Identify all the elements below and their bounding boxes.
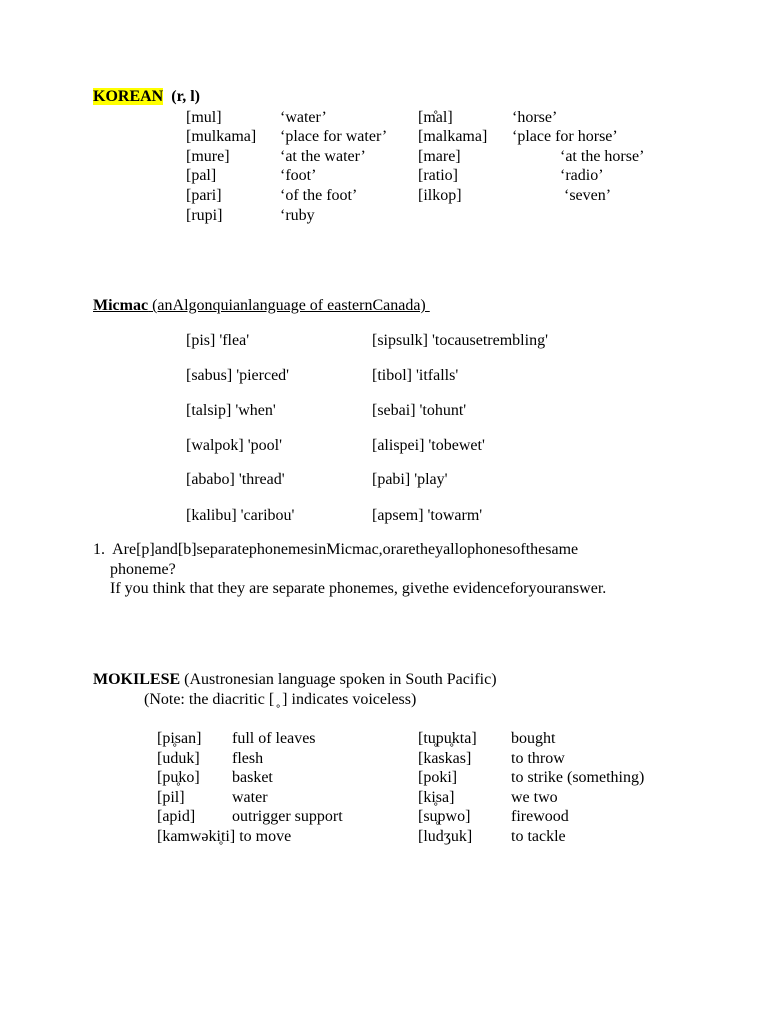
mokilese-row [0,729,768,749]
mokilese-row [0,749,768,769]
mokilese-form: [apid] [157,808,196,825]
question-line-1: 1. Are[p]and[b]separatephonemesinMicmac,oraretheyallophonesofthesame [93,541,579,558]
mokilese-form: [pu̥ko] [157,769,200,786]
korean-form: [mare] [418,148,461,165]
micmac-title: Micmac [93,297,149,314]
korean-gloss: ‘horse’ [512,109,558,126]
micmac-word: [alispei] 'tobewet' [372,437,485,454]
mokilese-form: [su̥pwo] [418,808,471,825]
mokilese-form: [uduk] [157,750,200,767]
micmac-word: [sabus] 'pierced' [186,367,290,384]
mokilese-gloss: flesh [232,750,264,767]
mokilese-form: [kamwəki̥ti] to move [157,828,292,845]
mokilese-row [0,768,768,788]
korean-gloss: ‘of the foot’ [280,187,358,204]
micmac-word: [talsip] 'when' [186,402,276,419]
mokilese-form: [kaskas] [418,750,472,767]
korean-form: [mul] [186,109,222,126]
korean-form: [ilkop] [418,187,462,204]
micmac-row [0,436,768,456]
micmac-word: [apsem] 'towarm' [372,507,483,524]
korean-gloss: ‘foot’ [280,167,317,184]
korean-form: [rupi] [186,207,223,224]
mokilese-form: [tu̥pu̥kta] [418,730,477,747]
mokilese-row [0,827,768,847]
micmac-word: [sipsulk] 'tocausetrembling' [372,332,548,349]
mokilese-gloss: we two [511,789,558,806]
micmac-row [0,470,768,490]
korean-form: [pari] [186,187,222,204]
korean-row [0,186,768,206]
micmac-word: [pis] 'flea' [186,332,250,349]
mokilese-gloss: outrigger support [232,808,343,825]
micmac-subtitle: (anAlgonquianlanguage of easternCanada) [148,297,430,314]
korean-gloss: ‘radio’ [512,167,604,184]
micmac-row [0,506,768,526]
korean-gloss: ‘seven’ [512,187,612,204]
korean-row [0,166,768,186]
korean-form: [ratio] [418,167,458,184]
mokilese-form: [poki] [418,769,458,786]
korean-form: [malkama] [418,128,488,145]
mokilese-subtitle: (Austronesian language spoken in South Pacific) [180,671,497,688]
mokilese-gloss: full of leaves [232,730,316,747]
micmac-row [0,366,768,386]
korean-form: [mulkama] [186,128,257,145]
korean-title: KOREAN [93,88,164,105]
mokilese-gloss: bought [511,730,556,747]
micmac-word: [walpok] 'pool' [186,437,282,454]
korean-gloss: ‘place for water’ [280,128,388,145]
korean-heading [93,87,200,107]
mokilese-heading [93,670,497,690]
korean-form: [pal] [186,167,217,184]
mokilese-form: [pi̥san] [157,730,202,747]
micmac-word: [ababo] 'thread' [186,471,285,488]
micmac-row [0,401,768,421]
mokilese-row [0,788,768,808]
question-line-3: If you think that they are separate phonemes, givethe evidenceforyouranswer. [110,580,607,597]
korean-row [0,206,768,226]
micmac-word: [tibol] 'itfalls' [372,367,459,384]
korean-gloss: ‘ruby [280,207,315,224]
korean-row [0,108,768,128]
micmac-word: [pabi] 'play' [372,471,448,488]
mokilese-form: [pil] [157,789,185,806]
mokilese-gloss: to strike (something) [511,769,645,786]
micmac-heading-text [93,297,430,314]
mokilese-row [0,807,768,827]
korean-gloss: ‘at the water’ [280,148,366,165]
korean-row [0,147,768,167]
micmac-word: [sebai] 'tohunt' [372,402,467,419]
korean-gloss: ‘water’ [280,109,327,126]
question-line-2: phoneme? [110,561,176,578]
mokilese-title: MOKILESE [93,671,181,688]
korean-row [0,127,768,147]
mokilese-form: [ki̥sa] [418,789,455,806]
mokilese-gloss: water [232,789,268,806]
mokilese-gloss: to tackle [511,828,566,845]
micmac-row [0,331,768,351]
mokilese-form: [ludʒuk] [418,828,473,845]
korean-subtitle: (r, l) [171,88,200,105]
mokilese-note: (Note: the diacritic [ ̥ ] indicates voiceless) [144,691,417,708]
korean-gloss: ‘at the horse’ [512,148,645,165]
micmac-heading [93,296,430,316]
mokilese-gloss: to throw [511,750,565,767]
mokilese-gloss: firewood [511,808,569,825]
korean-gloss: ‘place for horse’ [512,128,618,145]
korean-form: [mure] [186,148,230,165]
korean-form: [m̊al] [418,109,453,126]
micmac-word: [kalibu] 'caribou' [186,507,295,524]
mokilese-gloss: basket [232,769,273,786]
